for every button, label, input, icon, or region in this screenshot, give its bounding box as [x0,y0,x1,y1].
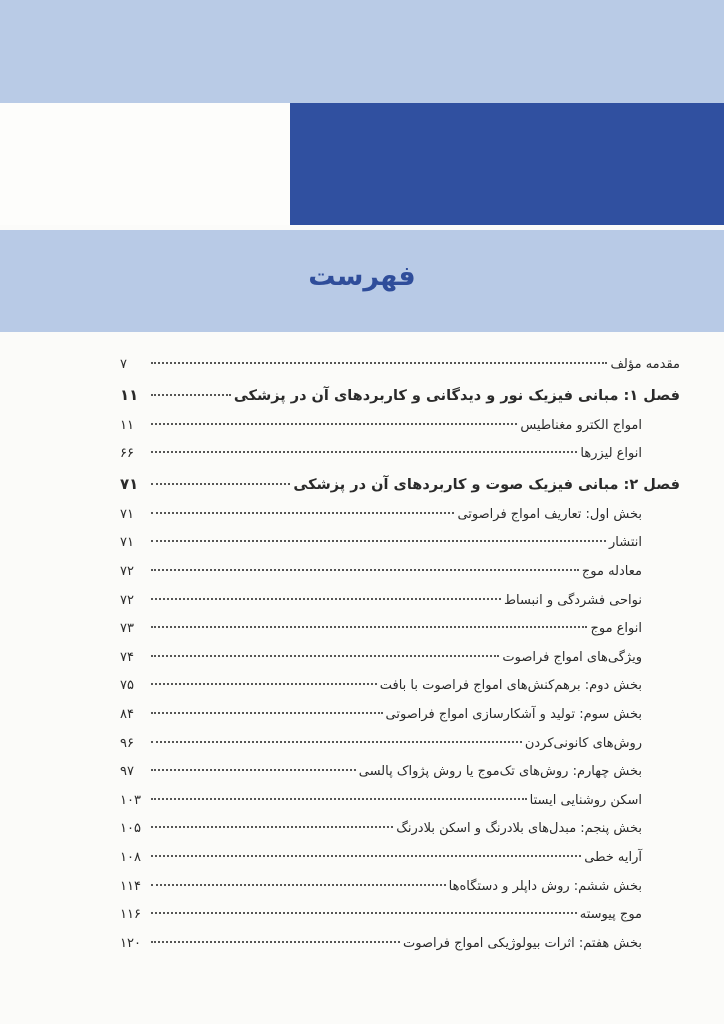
dot-leader [151,423,517,425]
toc-entry-label: بخش هفتم: اثرات بیولوژیکی امواج فراصوت [402,935,642,951]
toc-entry-label: نواحی فشردگی و انبساط [503,592,642,608]
toc-page-number: ۱۲۰ [120,935,141,951]
toc-entry-label: انتشار [609,535,642,551]
toc-page-number: ۹۶ [120,735,134,751]
toc-page-number: ۶۶ [120,446,134,462]
toc-entry-row[interactable] [120,564,680,593]
dot-leader [151,655,499,657]
dot-leader [151,598,501,600]
toc-entry-label: روش‌های کانونی‌کردن [524,735,642,751]
dot-leader [151,855,581,857]
toc-entry-row[interactable] [120,879,680,908]
toc-page-number: ۱۱۴ [120,878,141,894]
toc-entry-label: موج پیوسته [579,907,642,923]
dot-leader [151,683,377,685]
toc-entry-label: بخش دوم: برهم‌کنش‌های امواج فراصوت با بافت [379,678,642,694]
toc-chapter-row[interactable] [120,386,680,418]
toc-page-number: ۱۱ [120,385,139,404]
toc-entry-label: بخش ششم: روش داپلر و دستگاه‌ها [448,878,642,894]
dot-leader [151,394,231,396]
dot-leader [151,483,290,485]
toc-entry-label: مقدمه مؤلف [610,357,680,372]
dot-leader [151,912,577,914]
dot-leader [151,884,446,886]
toc-entry-label: امواج الکترو مغناطیس [520,417,642,433]
toc-page-number: ۷۱ [120,535,134,551]
dot-leader [151,769,356,771]
toc-page-number: ۱۰۳ [120,792,141,808]
toc-page-number: ۷۱ [120,506,134,522]
dot-leader [151,512,454,514]
toc-page-number: ۱۰۵ [120,821,141,837]
toc-page-number: ۱۰۸ [120,849,141,865]
header-white-strip [0,103,290,225]
toc-page-number: ۷۱ [120,474,139,493]
toc-page-number: ۷۳ [120,621,134,637]
toc-entry-label: معادله موج [581,563,642,579]
toc-page-number: ۷۴ [120,649,134,665]
dot-leader [151,798,527,800]
toc-entry-label: بخش پنجم: مبدل‌های بلادرنگ و اسکن بلادرنگ [396,821,642,837]
dot-leader [151,540,606,542]
toc-chapter-row[interactable] [120,475,680,507]
toc-page-number: ۱۱ [120,417,134,433]
toc-entry-row[interactable] [120,793,680,822]
toc-entry-label: اسکن روشنایی ایستا [529,792,642,808]
toc-entry-row[interactable] [120,707,680,736]
dot-leader [151,451,577,453]
toc-page-number: ۹۷ [120,764,134,780]
page-title: فهرست [308,260,416,292]
toc-entry-label: فصل ۲: مبانی فیزیک صوت و کاربردهای آن در پزشکی [293,476,680,493]
toc-entry-label: انواع موج [590,621,642,637]
toc-entry-label: انواع لیزرها [580,446,642,462]
toc-entry-row[interactable] [120,850,680,879]
toc-page-number: ۷۵ [120,678,134,694]
toc-entry-label: فصل ۱: مبانی فیزیک نور و دیدگانی و کاربردهای آن در پزشکی [233,387,680,404]
toc-page-number: ۷۲ [120,592,134,608]
dot-leader [151,569,579,571]
toc-entry-label: بخش اول: تعاریف امواج فراصوتی [457,506,642,522]
header-band [0,0,724,103]
toc-entry-row[interactable] [120,736,680,765]
toc-entry-label: بخش چهارم: روش‌های تک‌موج یا روش پژواک پالسی [358,764,642,780]
toc-entry-row[interactable] [120,446,680,475]
toc-page-number: ۱۱۶ [120,907,141,923]
dot-leader [151,362,607,364]
toc-entry-row[interactable] [120,357,680,386]
toc-page-number: ۷۲ [120,563,134,579]
toc-page-number: ۷ [120,357,127,372]
toc-entry-row[interactable] [120,821,680,850]
dot-leader [151,741,522,743]
table-of-contents [120,357,680,964]
header-color-block [290,103,724,225]
toc-entry-label: بخش سوم: تولید و آشکارسازی امواج فراصوتی [385,706,642,722]
dot-leader [151,941,400,943]
toc-entry-row[interactable] [120,650,680,679]
toc-entry-label: ویژگی‌های امواج فراصوت [502,649,642,665]
toc-entry-row[interactable] [120,936,680,965]
dot-leader [151,712,383,714]
toc-entry-row[interactable] [120,764,680,793]
toc-entry-row[interactable] [120,535,680,564]
dot-leader [151,626,587,628]
toc-entry-row[interactable] [120,678,680,707]
toc-entry-row[interactable] [120,418,680,447]
toc-entry-row[interactable] [120,507,680,536]
toc-page-number: ۸۴ [120,706,134,722]
toc-entry-label: آرایه خطی [584,849,642,865]
toc-entry-row[interactable] [120,593,680,622]
title-band [0,230,724,332]
toc-entry-row[interactable] [120,907,680,936]
toc-entry-row[interactable] [120,621,680,650]
dot-leader [151,826,393,828]
